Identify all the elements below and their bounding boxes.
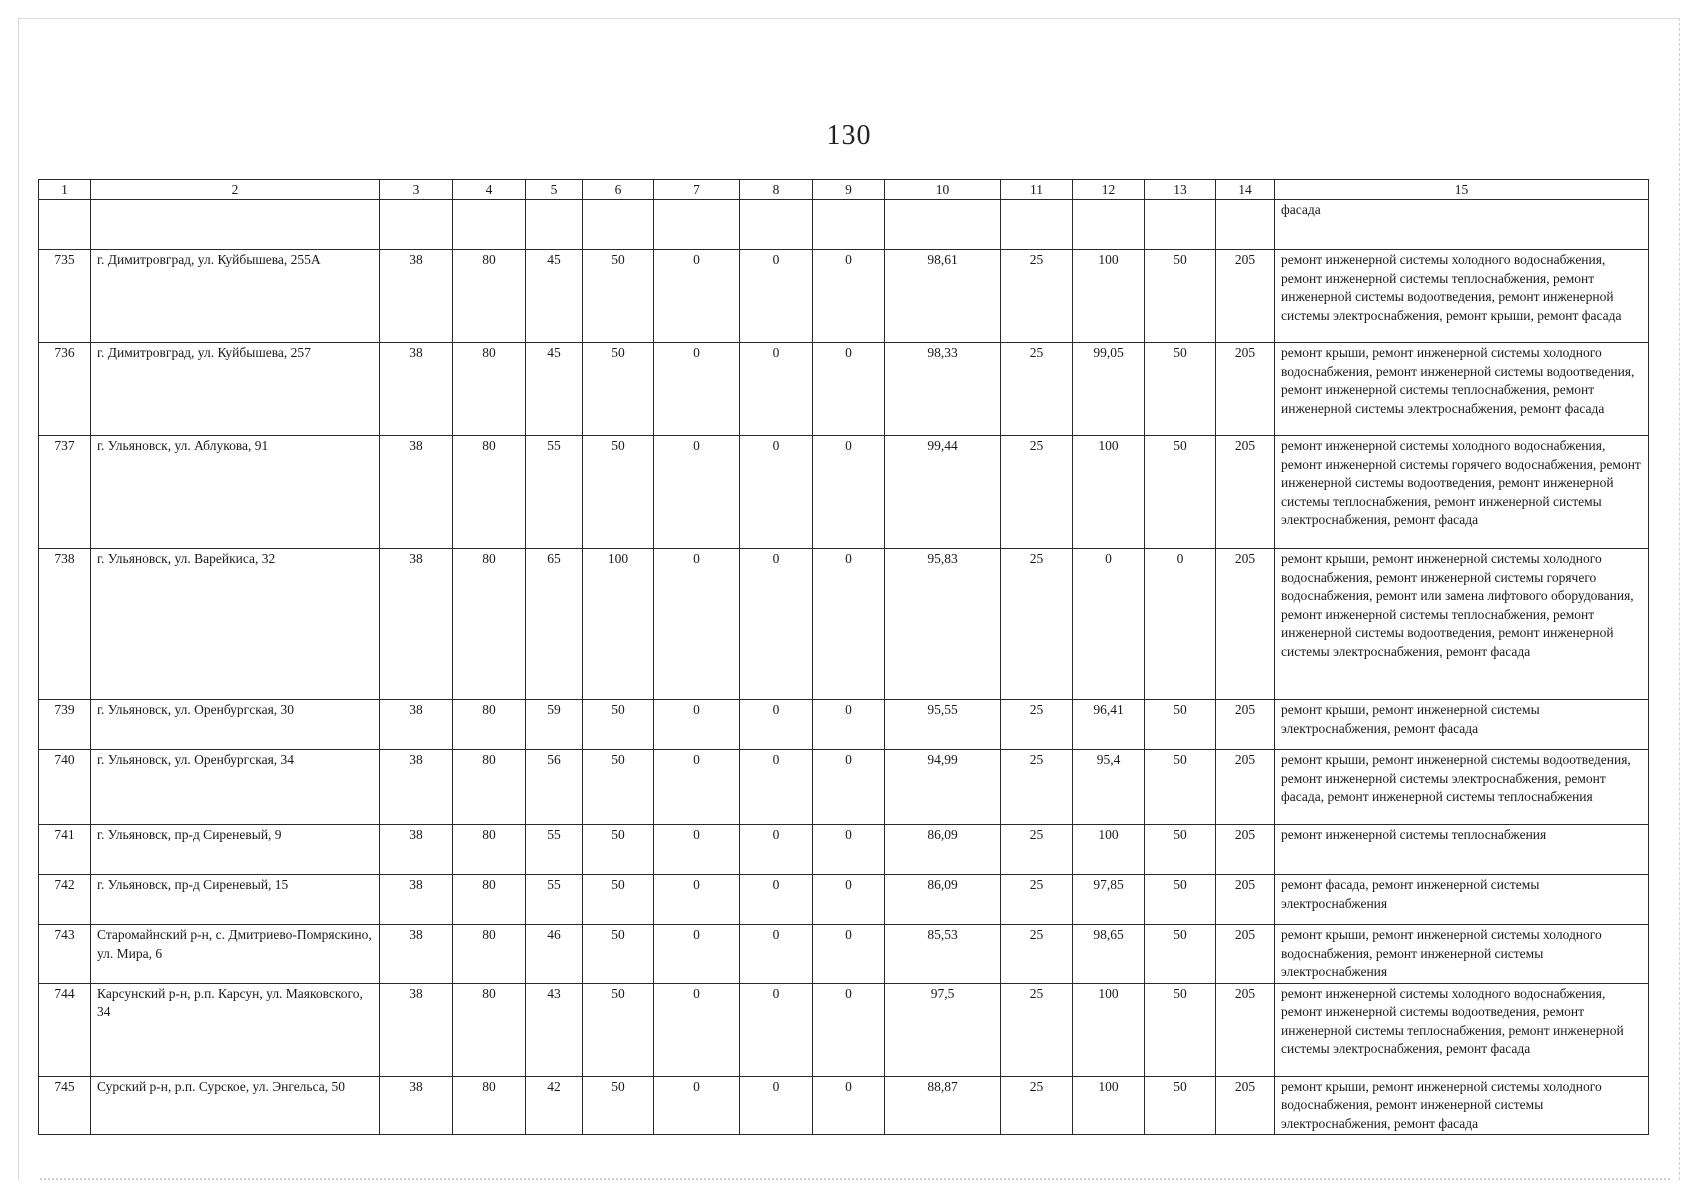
value-cell-4: 80: [453, 875, 526, 925]
value-cell-9: 0: [813, 549, 885, 700]
table-body: [39, 250, 1649, 1135]
value-cell-6: 100: [583, 549, 654, 700]
value-cell-5: 55: [526, 875, 583, 925]
value-cell-6: 50: [583, 825, 654, 875]
value-cell-9: 0: [813, 750, 885, 825]
value-cell-14: 205: [1216, 700, 1275, 750]
value-cell-13: 50: [1145, 983, 1216, 1076]
row-number: 738: [39, 549, 91, 700]
value-cell-8: 0: [740, 925, 813, 984]
value-cell-13: 50: [1145, 1076, 1216, 1135]
value-cell-8: 0: [740, 1076, 813, 1135]
address-cell: г. Ульяновск, пр-д Сиреневый, 9: [91, 825, 380, 875]
value-cell-11: 25: [1001, 343, 1073, 436]
value-cell-13: 50: [1145, 925, 1216, 984]
table-row: [39, 343, 1649, 436]
value-cell-5: 43: [526, 983, 583, 1076]
scan-bottom-edge: [40, 1178, 1670, 1180]
value-cell-4: 80: [453, 250, 526, 343]
value-cell-9: 0: [813, 700, 885, 750]
table-row: [39, 875, 1649, 925]
value-cell-10: 95,83: [885, 549, 1001, 700]
value-cell-3: 38: [380, 549, 453, 700]
value-cell-7: 0: [654, 549, 740, 700]
table-row: [39, 549, 1649, 700]
column-header: 6: [583, 180, 654, 200]
row-number: 741: [39, 825, 91, 875]
value-cell-6: 50: [583, 750, 654, 825]
value-cell-10: 88,87: [885, 1076, 1001, 1135]
value-cell-3: 38: [380, 250, 453, 343]
page-number: 130: [826, 120, 872, 151]
value-cell-9: 0: [813, 343, 885, 436]
value-cell-7: 0: [654, 436, 740, 549]
works-cell: ремонт крыши, ремонт инженерной системы холодного водоснабжения, ремонт инженерной системы горячего водоснабжения, ремонт или замена лифтового оборудования, ремонт инженерной системы теплоснабжения, ремонт инженерной системы водоотведения, ремонт инженерной системы электроснабжения, ремонт фасада: [1275, 549, 1649, 700]
value-cell-4: 80: [453, 436, 526, 549]
value-cell-6: 50: [583, 343, 654, 436]
value-cell-8: 0: [740, 700, 813, 750]
value-cell-12: 99,05: [1073, 343, 1145, 436]
value-cell-13: 50: [1145, 700, 1216, 750]
value-cell-14: 205: [1216, 875, 1275, 925]
value-cell-9: 0: [813, 436, 885, 549]
value-cell-13: 0: [1145, 549, 1216, 700]
value-cell-11: 25: [1001, 1076, 1073, 1135]
value-cell-13: 50: [1145, 750, 1216, 825]
value-cell-12: 100: [1073, 1076, 1145, 1135]
value-cell-4: 80: [453, 343, 526, 436]
value-cell-12: 96,41: [1073, 700, 1145, 750]
value-cell-10: 98,61: [885, 250, 1001, 343]
table-row: [39, 436, 1649, 549]
column-header: 7: [654, 180, 740, 200]
address-cell: г. Димитровград, ул. Куйбышева, 257: [91, 343, 380, 436]
value-cell-5: 42: [526, 1076, 583, 1135]
value-cell-7: 0: [654, 825, 740, 875]
value-cell-14: 205: [1216, 925, 1275, 984]
column-header: 1: [39, 180, 91, 200]
value-cell-3: 38: [380, 825, 453, 875]
value-cell-7: 0: [654, 750, 740, 825]
value-cell-3: 38: [380, 925, 453, 984]
value-cell-10: 97,5: [885, 983, 1001, 1076]
value-cell-13: 50: [1145, 250, 1216, 343]
value-cell-4: 80: [453, 983, 526, 1076]
value-cell-14: 205: [1216, 1076, 1275, 1135]
value-cell-11: 25: [1001, 700, 1073, 750]
value-cell-5: 45: [526, 250, 583, 343]
address-cell: г. Ульяновск, ул. Оренбургская, 34: [91, 750, 380, 825]
address-cell: г. Димитровград, ул. Куйбышева, 255А: [91, 250, 380, 343]
value-cell-10: 98,33: [885, 343, 1001, 436]
value-cell-8: 0: [740, 343, 813, 436]
value-cell-3: 38: [380, 1076, 453, 1135]
works-cell: ремонт инженерной системы холодного водоснабжения, ремонт инженерной системы водоотведения, ремонт инженерной системы теплоснабжения, ремонт инженерной системы электроснабжения, ремонт фасада: [1275, 983, 1649, 1076]
value-cell-4: 80: [453, 700, 526, 750]
value-cell-4: 80: [453, 825, 526, 875]
column-header: 3: [380, 180, 453, 200]
value-cell-12: 98,65: [1073, 925, 1145, 984]
value-cell-8: 0: [740, 750, 813, 825]
value-cell-3: 38: [380, 700, 453, 750]
value-cell-14: 205: [1216, 250, 1275, 343]
value-cell-7: 0: [654, 875, 740, 925]
value-cell-11: 25: [1001, 983, 1073, 1076]
value-cell-10: 95,55: [885, 700, 1001, 750]
value-cell-7: 0: [654, 1076, 740, 1135]
value-cell-12: 100: [1073, 825, 1145, 875]
value-cell-12: 100: [1073, 983, 1145, 1076]
value-cell-6: 50: [583, 1076, 654, 1135]
value-cell-10: 85,53: [885, 925, 1001, 984]
value-cell-12: 100: [1073, 436, 1145, 549]
address-cell: Карсунский р-н, р.п. Карсун, ул. Маяковского, 34: [91, 983, 380, 1076]
continuation-row: [39, 200, 1649, 250]
value-cell-14: 205: [1216, 343, 1275, 436]
row-number: 744: [39, 983, 91, 1076]
value-cell-9: 0: [813, 250, 885, 343]
value-cell-9: 0: [813, 1076, 885, 1135]
value-cell-12: 97,85: [1073, 875, 1145, 925]
row-number: 740: [39, 750, 91, 825]
column-header: 4: [453, 180, 526, 200]
value-cell-7: 0: [654, 983, 740, 1076]
column-header: 14: [1216, 180, 1275, 200]
row-number: 743: [39, 925, 91, 984]
value-cell-14: 205: [1216, 750, 1275, 825]
value-cell-5: 59: [526, 700, 583, 750]
table-row: [39, 250, 1649, 343]
value-cell-8: 0: [740, 250, 813, 343]
value-cell-10: 86,09: [885, 825, 1001, 875]
value-cell-11: 25: [1001, 875, 1073, 925]
value-cell-14: 205: [1216, 436, 1275, 549]
column-header: 8: [740, 180, 813, 200]
value-cell-8: 0: [740, 875, 813, 925]
address-cell: г. Ульяновск, ул. Оренбургская, 30: [91, 700, 380, 750]
column-header: 13: [1145, 180, 1216, 200]
works-cell: ремонт инженерной системы холодного водоснабжения, ремонт инженерной системы горячего водоснабжения, ремонт инженерной системы водоотведения, ремонт инженерной системы теплоснабжения, ремонт инженерной системы электроснабжения, ремонт фасада: [1275, 436, 1649, 549]
value-cell-5: 45: [526, 343, 583, 436]
works-cell: ремонт крыши, ремонт инженерной системы водоотведения, ремонт инженерной системы электроснабжения, ремонт фасада, ремонт инженерной системы теплоснабжения: [1275, 750, 1649, 825]
value-cell-13: 50: [1145, 436, 1216, 549]
table-row: [39, 983, 1649, 1076]
address-cell: Старомайнский р-н, с. Дмитриево-Помряскино, ул. Мира, 6: [91, 925, 380, 984]
table-row: [39, 925, 1649, 984]
row-number: 736: [39, 343, 91, 436]
value-cell-8: 0: [740, 825, 813, 875]
table-row: [39, 750, 1649, 825]
value-cell-10: 99,44: [885, 436, 1001, 549]
address-cell: г. Ульяновск, ул. Варейкиса, 32: [91, 549, 380, 700]
value-cell-4: 80: [453, 750, 526, 825]
continuation-cell: фасада: [1275, 200, 1649, 250]
row-number: 735: [39, 250, 91, 343]
value-cell-7: 0: [654, 343, 740, 436]
row-number: 742: [39, 875, 91, 925]
value-cell-11: 25: [1001, 750, 1073, 825]
address-cell: г. Ульяновск, пр-д Сиреневый, 15: [91, 875, 380, 925]
value-cell-12: 100: [1073, 250, 1145, 343]
column-header: 9: [813, 180, 885, 200]
value-cell-6: 50: [583, 983, 654, 1076]
value-cell-9: 0: [813, 925, 885, 984]
works-cell: ремонт инженерной системы холодного водоснабжения, ремонт инженерной системы теплоснабжения, ремонт инженерной системы водоотведения, ремонт инженерной системы электроснабжения, ремонт крыши, ремонт фасада: [1275, 250, 1649, 343]
value-cell-6: 50: [583, 700, 654, 750]
works-cell: ремонт инженерной системы теплоснабжения: [1275, 825, 1649, 875]
works-cell: ремонт фасада, ремонт инженерной системы электроснабжения: [1275, 875, 1649, 925]
value-cell-13: 50: [1145, 825, 1216, 875]
value-cell-3: 38: [380, 750, 453, 825]
column-header: 11: [1001, 180, 1073, 200]
value-cell-11: 25: [1001, 436, 1073, 549]
value-cell-7: 0: [654, 250, 740, 343]
column-number-row: [39, 180, 1649, 200]
value-cell-7: 0: [654, 700, 740, 750]
row-number: 739: [39, 700, 91, 750]
row-number: 737: [39, 436, 91, 549]
value-cell-5: 46: [526, 925, 583, 984]
value-cell-8: 0: [740, 983, 813, 1076]
value-cell-6: 50: [583, 250, 654, 343]
value-cell-5: 56: [526, 750, 583, 825]
value-cell-13: 50: [1145, 343, 1216, 436]
value-cell-14: 205: [1216, 825, 1275, 875]
column-header: 10: [885, 180, 1001, 200]
value-cell-6: 50: [583, 925, 654, 984]
value-cell-8: 0: [740, 549, 813, 700]
table-row: [39, 825, 1649, 875]
value-cell-11: 25: [1001, 825, 1073, 875]
value-cell-12: 95,4: [1073, 750, 1145, 825]
column-header: 15: [1275, 180, 1649, 200]
value-cell-5: 65: [526, 549, 583, 700]
value-cell-12: 0: [1073, 549, 1145, 700]
value-cell-10: 94,99: [885, 750, 1001, 825]
value-cell-5: 55: [526, 436, 583, 549]
value-cell-9: 0: [813, 825, 885, 875]
value-cell-3: 38: [380, 343, 453, 436]
address-cell: г. Ульяновск, ул. Аблукова, 91: [91, 436, 380, 549]
value-cell-11: 25: [1001, 549, 1073, 700]
value-cell-6: 50: [583, 436, 654, 549]
works-cell: ремонт крыши, ремонт инженерной системы холодного водоснабжения, ремонт инженерной системы электроснабжения, ремонт фасада: [1275, 1076, 1649, 1135]
column-header: 12: [1073, 180, 1145, 200]
value-cell-7: 0: [654, 925, 740, 984]
column-header: 5: [526, 180, 583, 200]
value-cell-14: 205: [1216, 983, 1275, 1076]
value-cell-5: 55: [526, 825, 583, 875]
value-cell-6: 50: [583, 875, 654, 925]
table-row: [39, 700, 1649, 750]
works-cell: ремонт крыши, ремонт инженерной системы холодного водоснабжения, ремонт инженерной системы водоотведения, ремонт инженерной системы теплоснабжения, ремонт инженерной системы электроснабжения, ремонт фасада: [1275, 343, 1649, 436]
value-cell-9: 0: [813, 983, 885, 1076]
row-number: 745: [39, 1076, 91, 1135]
value-cell-13: 50: [1145, 875, 1216, 925]
value-cell-3: 38: [380, 436, 453, 549]
table-row: [39, 1076, 1649, 1135]
value-cell-9: 0: [813, 875, 885, 925]
value-cell-3: 38: [380, 983, 453, 1076]
value-cell-14: 205: [1216, 549, 1275, 700]
value-cell-8: 0: [740, 436, 813, 549]
value-cell-4: 80: [453, 549, 526, 700]
works-cell: ремонт крыши, ремонт инженерной системы электроснабжения, ремонт фасада: [1275, 700, 1649, 750]
value-cell-11: 25: [1001, 250, 1073, 343]
address-cell: Сурский р-н, р.п. Сурское, ул. Энгельса, 50: [91, 1076, 380, 1135]
value-cell-10: 86,09: [885, 875, 1001, 925]
works-cell: ремонт крыши, ремонт инженерной системы холодного водоснабжения, ремонт инженерной системы электроснабжения: [1275, 925, 1649, 984]
value-cell-11: 25: [1001, 925, 1073, 984]
value-cell-4: 80: [453, 1076, 526, 1135]
column-header: 2: [91, 180, 380, 200]
value-cell-4: 80: [453, 925, 526, 984]
value-cell-3: 38: [380, 875, 453, 925]
repair-program-table: [38, 179, 1649, 1135]
